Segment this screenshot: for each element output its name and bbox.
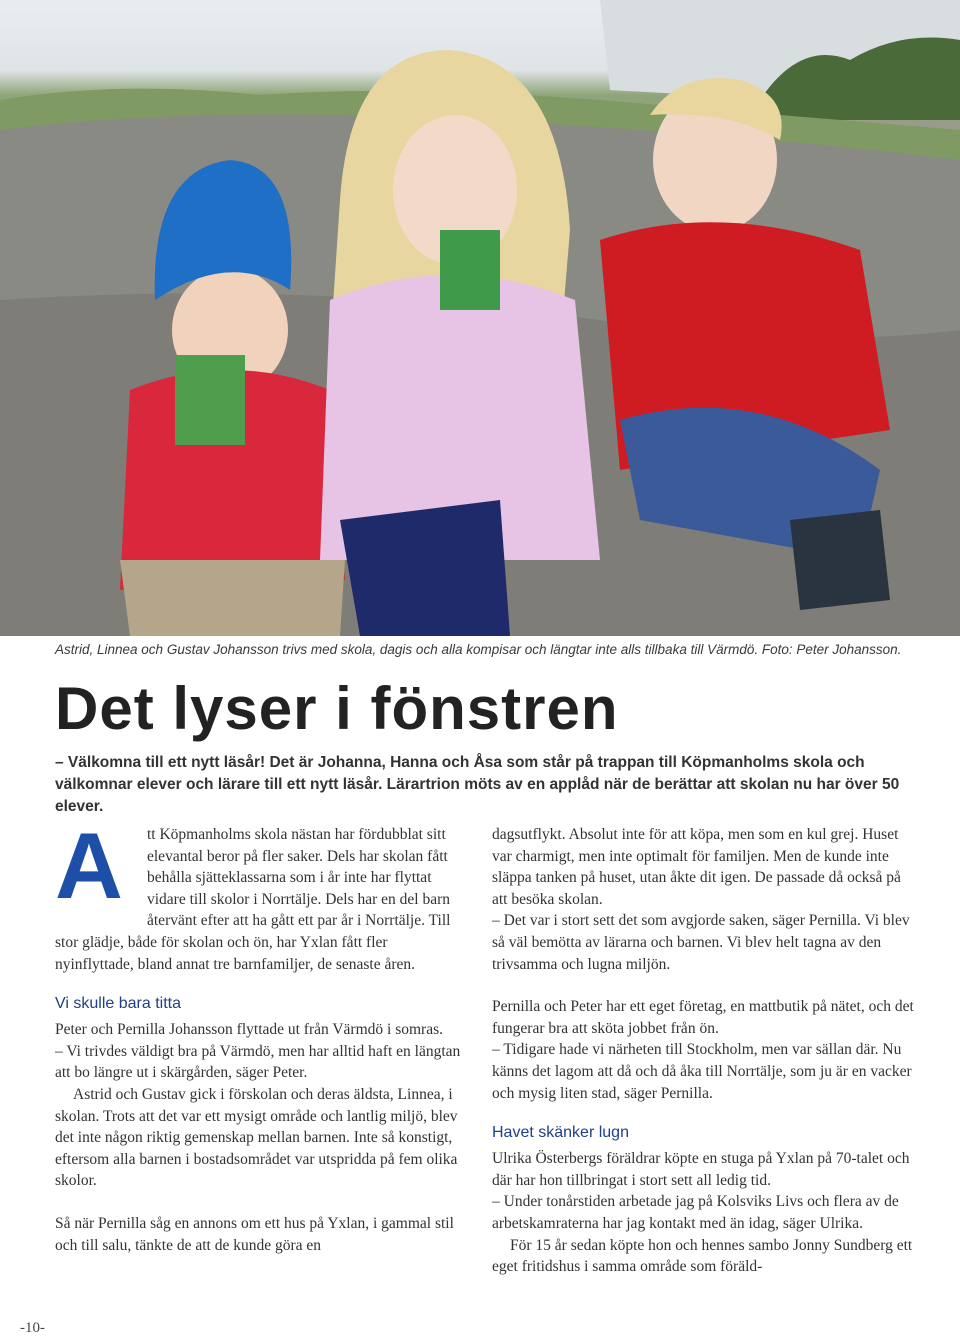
paragraph: – Tidigare hade vi närheten till Stockholm, men var sällan där. Nu känns det lagom att då och då åka till Norrtälje, som ju är en vacker och mysig liten stad, säger Pernilla.	[492, 1041, 912, 1102]
drop-cap: A	[55, 813, 123, 918]
paragraph: För 15 år sedan köpte hon och hennes sambo Jonny Sundberg ett eget fritidshus i samma område som föräld-	[492, 1236, 913, 1276]
paragraph: Pernilla och Peter har ett eget företag, en mattbutik på nätet, och det fungerar bra att sköta jobbet från ön.	[492, 998, 914, 1037]
paragraph: – Vi trivdes väldigt bra på Värmdö, men har alltid haft en längtan att bo längre ut i skärgården, säger Peter.	[55, 1042, 461, 1082]
article-lede: – Välkomna till ett nytt läsår! Det är Johanna, Hanna och Åsa som står på trappan till Köpmanholms skola och välkomnar elever och lärare till ett nytt läsår. Lärartrion möts av en applåd när de berättar att skolan nu har över 50 elever.	[55, 754, 900, 815]
subheading-vi-skulle-bara-titta: Vi skulle bara titta	[55, 995, 181, 1013]
intro-paragraph: tt Köpmanholms skola nästan har fördubblat sitt elevantal beror på fler saker. Dels har skolan fått behålla sjätteklassarna som i år inte har flyttat vidare till skolor i Norrtälje. Dels har en del barn återvänt efter att ha gått ett par år i Norrtälje. Till stor glädje, både för skolan och ön, har Yxlan fått fler nyinflyttade, bland annat tre barnfamiljer, de senaste åren.	[55, 826, 451, 973]
photo-caption: Astrid, Linnea och Gustav Johansson trivs med skola, dagis och alla kompisar och längtar inte alls tillbaka till Värmdö. Foto: Peter Johansson.	[55, 642, 902, 657]
page-number: -10-	[20, 1320, 45, 1336]
subheading-havet-skanker-lugn: Havet skänker lugn	[492, 1124, 629, 1142]
paragraph: – Under tonårstiden arbetade jag på Kolsviks Livs och flera av de arbetskamraterna har jag kontakt med än idag, säger Ulrika.	[492, 1193, 899, 1232]
article-photo	[0, 0, 960, 636]
paragraph: Astrid och Gustav gick i förskolan och deras äldsta, Linnea, i skolan. Trots att det var ett mysigt område och lantlig miljö, blev det inte någon riktig gemenskap mellan barnen. Inte så konstigt, eftersom alla barnen i bostadsområdet var utspridda på fem olika skolor.	[55, 1085, 458, 1190]
paragraph: Ulrika Österbergs föräldrar köpte en stuga på Yxlan på 70-talet och där har hon tillbringat i stort sett all ledig tid.	[492, 1150, 910, 1189]
photo-illustration	[0, 0, 960, 636]
paragraph: dagsutflykt. Absolut inte för att köpa, men som en kul grej. Huset var charmigt, men inte optimalt för familjen. Men de kunde inte släppa tanken på huset, utan åkte dit igen. De passade då också på att besöka skolan.	[492, 826, 901, 908]
column-left	[55, 813, 470, 1256]
column-right	[492, 824, 917, 1278]
paragraph: Så när Pernilla såg en annons om ett hus på Yxlan, i gammal stil och till salu, tänkte de att de kunde göra en	[55, 1214, 454, 1254]
paragraph: – Det var i stort sett det som avgjorde saken, säger Pernilla. Vi blev så väl bemötta av lärarna och barnen. Vi blev helt tagna av den trivsamma och lugna miljön.	[492, 912, 910, 973]
article-headline: Det lyser i fönstren	[55, 675, 619, 742]
paragraph: Peter och Pernilla Johansson flyttade ut från Värmdö i somras.	[55, 1021, 443, 1039]
